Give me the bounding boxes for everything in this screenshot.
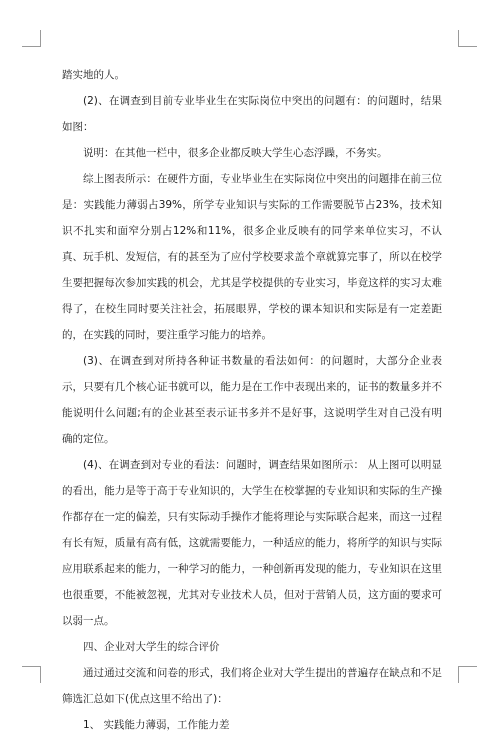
document-body [62,62,442,738]
crop-mark-bottom-left [22,666,41,683]
paragraph-question-2: (2)、在调查到目前专业毕业生在实际岗位中突出的问题有：的问题时，结果如图： [62,95,442,133]
crop-mark-bottom-right [458,666,477,683]
paragraph-question-3: (3)、在调查到对所持各种证书数量的看法如何：的问题时，大部分企业表示，只要有几个核心证书就可以，能力是在工作中表现出来的，证书的数量多并不能说明什么问题;有的企业甚至表示证书多并不是好事，这说明学生对自己没有明确的定位。 [62,355,442,445]
paragraph-continuation: 踏实地的人。 [62,69,125,81]
section-heading: 四、企业对大学生的综合评价 [83,641,220,653]
paragraph-intro: 通过通过交流和问卷的形式，我们将企业对大学生提出的普遍存在缺点和不足筛选汇总如下(优点这里不给出了)： [62,667,442,705]
paragraph-note: 说明：在其他一栏中，很多企业都反映大学生心态浮躁，不务实。 [83,147,388,159]
paragraph-question-4: (4)、在调查到对专业的看法：问题时，调查结果如图所示： 从上图可以明显的看出，能力是等于高于专业知识的，大学生在校掌握的专业知识和实际的生产操作都存在一定的偏差，只有实际动手操作才能将理论与实际联合起来，而这一过程有长有短，质量有高有低，这就需要能力，一种适应的能力，将所学的知识与实际应用联系起来的能力，一种学习的能力，一种创新再发现的能力，专业知识在这里也很重要，不能被忽视，尤其对专业技术人员，但对于营销人员，这方面的要求可以弱一点。 [62,459,442,627]
list-item-1: 1、 实践能力薄弱，工作能力差 [83,719,230,731]
crop-mark-top-left [22,30,41,47]
paragraph-summary: 综上图表所示：在硬件方面，专业毕业生在实际岗位中突出的问题排在前三位是：实践能力薄弱占39%，所学专业知识与实际的工作需要脱节占23%，技术知识不扎实和面窄分别占12%和11%，很多企业反映有的同学来单位实习，不认真、玩手机、发短信，有的甚至为了应付学校要求盖个章就算完事了，所以在校学生要把握每次参加实践的机会，尤其是学校提供的专业实习，毕竟这样的实习太难得了，在校生同时要关注社会，拓展眼界，学校的课本知识和实际是有一定差距的，在实践的同时，要注重学习能力的培养。 [62,173,442,341]
crop-mark-top-right [458,30,477,47]
